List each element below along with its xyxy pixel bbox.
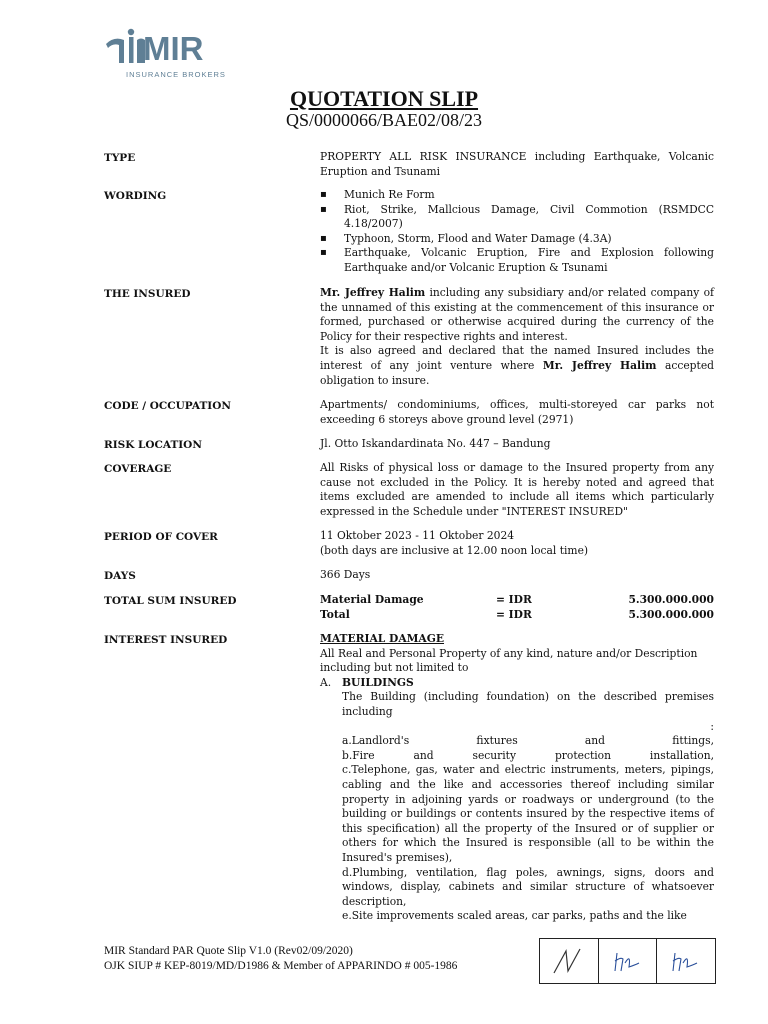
insured-label: THE INSURED — [104, 288, 191, 300]
wording-item: ▪ Typhoon, Storm, Flood and Water Damage (4.3A) — [320, 232, 714, 247]
interest-label: INTEREST INSURED — [104, 634, 228, 646]
logo-subtitle: INSURANCE BROKERS — [126, 70, 226, 79]
type-label: TYPE — [104, 152, 136, 164]
tsi-row: Total = IDR 5.300.000.000 — [320, 607, 714, 621]
insured-name: Mr. Jeffrey Halim — [320, 286, 426, 299]
initials-box — [539, 938, 716, 984]
days-label: DAYS — [104, 570, 136, 582]
footer — [104, 944, 457, 974]
footer-license: OJK SIUP # KEP-8019/MD/D1986 & Member of APPARINDO # 005-1986 — [104, 960, 458, 972]
interest-intro: All Real and Personal Property of any kind, nature and/or Description including but not limited to — [320, 646, 698, 675]
footer-version: MIR Standard PAR Quote Slip V1.0 (Rev02/09/2020) — [104, 945, 353, 957]
quotation-number: QS/0000066/BAE02/08/23 — [285, 110, 482, 130]
buildings-item-b: b.Fire and security protection installation, — [342, 748, 714, 762]
wording-item: ▪ Riot, Strike, Mallcious Damage, Civil Commotion (RSMDCC 4.18/2007) — [320, 203, 714, 232]
buildings-item-c: c.Telephone, gas, water and electric instruments, meters, pipings, cabling and the like and accessories thereof including similar property in adjoining yards or roadways or underground (to the building or buildings or contents insured by the respective items of this specification) all the property of the Insured or of supplier or others for which the Insured is responsible (all to be within the Insured's premises), — [342, 763, 714, 864]
signature-icon — [663, 945, 709, 977]
interest-heading: MATERIAL DAMAGE — [320, 632, 445, 645]
type-value: PROPERTY ALL RISK INSURANCE including Earthquake, Volcanic Eruption and Tsunami — [320, 150, 714, 178]
tsi-row: Material Damage = IDR 5.300.000.000 — [320, 593, 714, 606]
wording-label: WORDING — [104, 190, 167, 202]
buildings-item-e: e.Site improvements scaled areas, car parks, paths and the like — [342, 909, 687, 923]
period-dates: 11 Oktober 2023 - 11 Oktober 2024 — [320, 529, 515, 542]
logo-text: MIR — [143, 30, 204, 67]
buildings-intro: The Building (including foundation) on the described premises including — [342, 690, 714, 718]
buildings-title: BUILDINGS — [342, 675, 414, 689]
initial-cell — [599, 939, 658, 983]
insured-value: Mr. Jeffrey Halim including any subsidiary and/or related company of the unnamed of this existing at the commencement of this insurance or formed, purchased or otherwise acquired during the currency of the Policy for their respective rights and interest. It is also agreed and declared that the named Insured includes the interest of any joint venture where Mr. Jeffrey Halim accepted obligation to insure. — [320, 286, 714, 387]
tsi-label: TOTAL SUM INSURED — [104, 595, 237, 607]
signature-icon — [605, 945, 651, 977]
buildings-section: A. BUILDINGS The Building (including foundation) on the described premises including : a.Landlord's fixtures and fittings, b.Fire and security protection installation, c.Telephone, gas, water and electric instruments, meters, pipings, cabling and the like and accessories thereof including similar property in adjoining yards or roadways or underground (to the building or buildings or contents insured by the respective items of this specification) all the property of the Insured or of supplier or others for which the Insured is responsible (all to be within the Insured's premises), d.Plumbing, ventilation, flag poles, awnings, signs, doors and windows, display, cabinets and similar structure of whatsoever description, e.Site improvements scaled areas, car parks, paths and the like — [320, 675, 714, 923]
wording-item: ▪ Earthquake, Volcanic Eruption, Fire and Explosion following Earthquake and/or Volcanic Eruption & Tsunami — [320, 246, 714, 275]
occupation-label: CODE / OCCUPATION — [104, 400, 231, 412]
location-value: Jl. Otto Iskandardinata No. 447 – Bandung — [320, 437, 551, 450]
occupation-value: Apartments/ condominiums, offices, multi-storeyed car parks not exceeding 6 storeys above ground level (2971) — [320, 398, 714, 426]
location-label: RISK LOCATION — [104, 439, 202, 451]
tsi-table — [320, 593, 714, 622]
interest-value — [320, 632, 714, 924]
buildings-item-a: a.Landlord's fixtures and fittings, — [342, 734, 714, 748]
period-value — [320, 529, 714, 558]
period-label: PERIOD OF COVER — [104, 531, 218, 543]
initial-cell — [657, 939, 715, 983]
days-value: 366 Days — [320, 568, 371, 581]
initial-cell — [540, 939, 599, 983]
coverage-value: All Risks of physical loss or damage to the Insured property from any cause not excluded in the Policy. It is hereby noted and agreed that items excluded are amended to include all items which particularly expressed in the Schedule under "INTEREST INSURED" — [320, 461, 714, 518]
period-note: (both days are inclusive at 12.00 noon local time) — [320, 543, 589, 557]
page-title: QUOTATION SLIP — [289, 86, 479, 111]
insured-name: Mr. Jeffrey Halim — [542, 358, 657, 372]
wording-list — [320, 188, 714, 276]
signature-icon — [546, 945, 592, 977]
buildings-item-d: d.Plumbing, ventilation, flag poles, awnings, signs, doors and windows, display, cabinets and similar structure of whatsoever description, — [342, 865, 714, 908]
coverage-label: COVERAGE — [104, 463, 172, 475]
wording-item: ▪ Munich Re Form — [320, 188, 714, 203]
